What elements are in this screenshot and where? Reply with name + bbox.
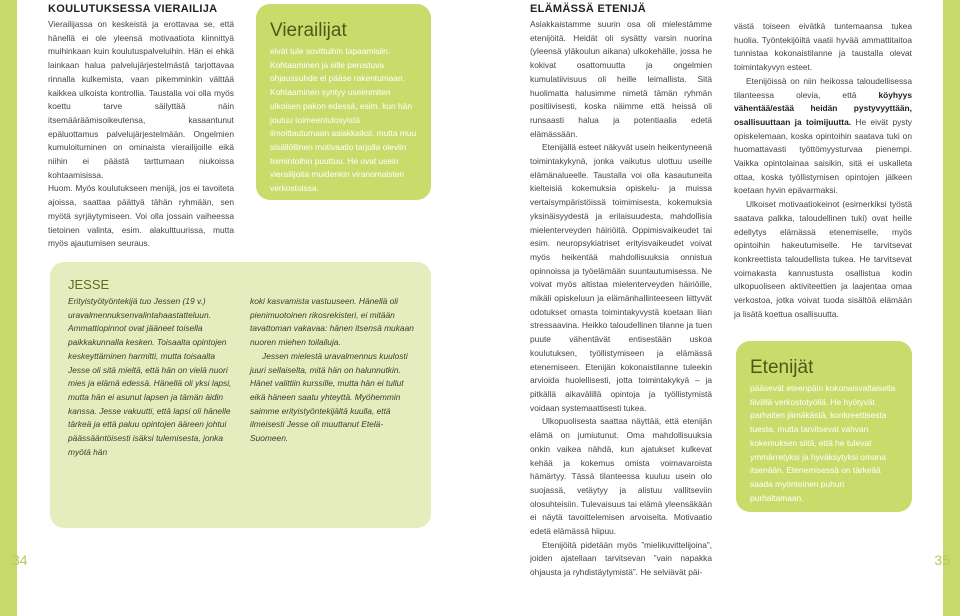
- jesse-box: [50, 262, 431, 528]
- vierailijat-box-title: Vierailijat: [270, 20, 347, 41]
- left-margin-strip: [0, 0, 17, 616]
- vierailijat-box: [256, 4, 431, 200]
- section-heading-vierailija: KOULUTUKSESSA VIERAILIJA: [48, 3, 218, 15]
- right-margin-strip: [943, 0, 960, 616]
- paragraph: Etenijällä esteet näkyvät usein heikentyneenä toimintakykynä, jonka vaikutus ulottuu useille elämänalueelle. Taustalla voi olla kasautuneita kielteisiä kokemuksia opiskelu- ja muissa vertaisympäristöissä toimimisesta, kokemuksia yksinäisyydestä ja erilaisuudesta, mahdollisia mielenterveyden häiriöitä. Oppimisvaikeudet tai esim. neuropsykiatriset erityisvaikeudet voivat myös heikentää mahdollisuuksia onnistua opinnoissa ja työelämään suuntautumisessa. Ne voivat myös altistaa mielenterveyden häiriöille, mikäli opiskeluun ja elämänhallinteeseen liittyvät odotukset omasta toimintakyvystä koetaan liian stressaavina. Heikko taloudellinen tilanne ja tuen puute vähentävät entisestään uskoa koulutuksen, työllistymiseen ja elämässä etenemiseen. Etenijän kokonaistilanne tuleekin arvioida huolellisesti, jotta toimintakykyä – ja pitkällä aikavälillä opintoja ja työllistymistä voidaan systemaattisesti tukea.: [530, 142, 712, 413]
- paragraph: Asiakkaistamme suurin osa oli mielestämme etenijöitä. Heidät oli sysätty varsin nuorina (yleensä yläkoulun aikana) ulkokehälle, jossa he kokivat osattomuutta ja ongelmien kumulatiivisuus oli heille leimallista. Sitä huolimatta halusimme nimetä tämän ryhmän positiivisesti, koska näimme että heissä oli runsaasti halua ja potentiaalia edetä elämässään.: [530, 19, 712, 139]
- paragraph: koki kasvamista vastuuseen. Hänellä oli pienimuotoinen rikosrekisteri, ei mitään tavattoman vakavaa: hänen itsensä mukaan nuoren miehen toilailuja.: [250, 296, 414, 348]
- etenijat-box-text: pääsevät eteenpäin kokonaisvaltaisella tiiviillä verkostotyöllä. He hyötyvät parhaiten jämäkästä, konkreettisesta tuesta, mutta tarvitsevat vahvan kokemuksen siitä, että he tulevat ymmärretyksi ja hyväksytyksi omana itsenään. Etenemisessä on tärkeää saada myönteinen puhuri purhaltamaan.: [750, 383, 896, 503]
- paragraph: Jessen mielestä uravalmennus kuulosti juuri sellaiselta, mitä hän on halunnutkin. Hänet valittiin kurssille, mutta hän ei tullut eikä häneen saatu yhteyttä. Myöhemmin saimme erityistyöntekijältä kuulla, että ilmeisesti Jesse oli muuttanut Etelä-Suomeen.: [250, 350, 408, 444]
- vierailija-body: [48, 18, 234, 251]
- vierailijat-box-text: eivät tule sovittuihin tapaamisiin. Kohtaaminen ja sille perustuva ohjaussuhde ei pääse rakentumaan. Kohtaaminen syntyy useimmiten ulkoisen pakon edessä, esim. kun hän joutuu toimeentulosyistä ilmoittautumaan asiakkaiksi, mutta muu sisällöllinen motivaatio tarjolla oleviin toimintoihin puuttuu. He ovat usein vierailijoita muidenkin viranomaisten verkostoissa.: [270, 46, 417, 194]
- text-span: Etenijöissä on niin heikossa taloudellisessa tilanteessa olevia, että: [734, 75, 912, 100]
- emphasis-text: köyhyys vähentää/estää heidän pystyvyyttään, osallisuuttaan ja toimijuutta.: [734, 89, 912, 127]
- paragraph: Huom. Myös koulutukseen menijä, jos ei tavoiteta ajoissa, saattaa päättyä tähän ryhmään, sen myötä syrjäytymiseen. Voi olla jossain vaiheessa tietoinen valinta, esim. alakulttuurissa, mutta myös ajautumisen seuraus.: [48, 183, 234, 249]
- paragraph: Vierailijassa on keskeistä ja erottavaa se, että hänellä ei ole yleensä motivaatiota kiinnittyä muihinkaan kuin koulutuspalveluihin. Hän ei ehkä lainkaan halua palvelujärjestelmästä tarjottavaa rinnalla kulkemista, vaan pikemminkin välttää kaikkea ulkoista kontrollia. Taustalla voi olla myös koettu tarve säilyttää näin itsemääräämisoikeutensa, kasaantunut epäluottamus palvelujärjestelmään. Ongelmien kumuloituminen on ominaista vierailijoille eikä niihin ei päästä tarttumaan niukoissa kohtaamisissa.: [48, 19, 234, 180]
- paragraph: Ulkopuolisesta saattaa näyttää, että etenijän elämä on jumiutunut. Oma mahdollisuuksia onkin vaikea nähdä, kun ajatukset kulkevat kehää ja kokemus omista voimavaroista hämärtyy. Tässä tilanteessa kuuluu usein olo suojassä, vetäytyy ja alistuu vallitseviin olosuhteisiin. Tulevaisuus tai elämä yleensäkään ei näytä tavoittelemisen arvoiselta. Motivaatio edetä elämässä hiipuu.: [530, 416, 712, 537]
- paragraph: västä toiseen eivätkä tuntemaansa tukea huolia. Työntekijöiltä vaatii hyvää ammattitaitoa tunnistaa kokonaistilanne ja taustalla olevat toimintakyvyn esteet.: [734, 21, 912, 73]
- page-number-right: 35: [934, 552, 950, 568]
- paragraph: Ulkoiset motivaatiokeinot (esimerkiksi työstä saatava palkka, taloudellinen tuki) ovat heille edellytys elämässä etenemiselle, myös opintoihin hakeutumiselle. He tarvitsevat konkreettista taloudellista tukea. He tarvitsevat voimakasta kannustusta osallistua kodin ulkopuoliseen aktiviteettien ja laajentaa omaa verkostoa, jotka voivat tuoda sisältöä elämään ja lisätä koettua osallisuutta.: [734, 199, 912, 319]
- etenija-body-col1: [530, 18, 712, 580]
- etenija-body-col2: [734, 20, 912, 321]
- section-heading-etenija: ELÄMÄSSÄ ETENIJÄ: [530, 3, 647, 15]
- etenijat-box: [736, 341, 912, 512]
- paragraph: [734, 75, 912, 198]
- etenijat-box-title: Etenijät: [750, 357, 814, 378]
- jesse-story-col1: Erityistyötyöntekijä tuo Jessen (19 v.) uravalmennuksenvalintahaastatteluun. Ammattiopinnot ovat jääneet toisella paikkakunnalla kesken. Toisaalta opintojen keskeyttäminen harmitti, mutta toisaalta Jesse oli sitä mieltä, että hän on vielä nuori mies ja elämä edessä. Hänellä oli yksi lapsi, mutta hän ei asunut lapsen ja tämän äidin kanssa. Jesse vakuutti, että lapsi oli hänelle tärkeä ja että paluu opintojen ääreen johtui päässääntöisesti isäksi tulemisesta, jonka myötä hän: [68, 296, 232, 457]
- right-page: [480, 0, 960, 616]
- paragraph: Etenijöitä pidetään myös ”mielikuvittelijoina”, joiden ajatellaan tarvitsevan ”vain napakka ohjausta ja ryhdistäytymistä”. He selviävät päi-: [530, 539, 712, 578]
- text-span: He eivät pysty opiskelemaan, koska opintoihin saatava tuki on huomattavasti työttömyysturvaa pienempi. Vaikka opintolainaa saisikin, sitä ei uskalleta ottaa, koska työllistymisen opintojen jälkeen koetaan hyvin epävarmaksi.: [734, 116, 912, 196]
- jesse-story-col2: [250, 295, 415, 446]
- page-number-left: 34: [12, 552, 28, 568]
- jesse-box-title: JESSE: [68, 277, 110, 292]
